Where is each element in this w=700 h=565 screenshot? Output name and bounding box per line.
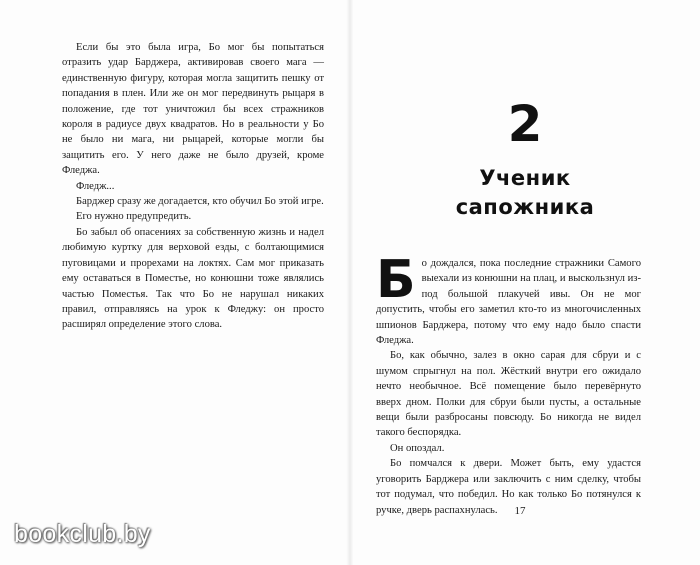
right-paragraph-1-text: о дождался, пока последние стражники Самого выехали из конюшни на плац, и выскользнул из-под большой плакучей ивы. Он не мог допустить, чтобы его заметил кто-то из многочисленных шпионов Барджера, потому что ему надо было спасти Фледжа.: [376, 258, 641, 347]
right-paragraph-1: [376, 250, 641, 348]
left-paragraph-1: Если бы это была игра, Бо мог бы попытаться отразить удар Барджера, активировав своего мага — единственную фигуру, которая могла защитить пешку от попадания в плен. Или же он мог передвинуть рыцаря в положение, где тот уничтожил бы всех стражников короля в радиусе двух квадратов. Но в реальности у Бо не было ни мага, ни рыцарей, которые могли бы защитить его. У него даже не было друзей, кроме Фледжа.: [62, 42, 324, 177]
chapter-number: 2: [507, 95, 543, 153]
right-paragraph-4: Бо помчался к двери. Может быть, ему удастся уговорить Барджера или заключить с ним сделку, чтобы тот подумал, что победил. Но как только Бо потянулся к ручке, дверь распахнулась.: [376, 458, 641, 516]
page-number: 17: [514, 505, 526, 517]
right-paragraph-2: Бо, как обычно, залез в окно сарая для сбруи и с шумом спрыгнул на пол. Жёсткий внутри его ожидало нечто необычное. Всё помещение было перевёрнуто вверх дном. Полки для сбруи были пусты, а остальные вещи были разбросаны повсюду. Бо никогда не видел такого беспорядка.: [376, 350, 641, 439]
chapter-title-line-1: Ученик: [479, 166, 571, 190]
right-page-text: [376, 250, 641, 518]
left-page-text: [62, 40, 324, 333]
chapter-title: [350, 164, 700, 222]
left-paragraph-2: Фледж...: [76, 180, 115, 192]
chapter-title-line-2: сапожника: [455, 195, 595, 219]
watermark-logo: bookclub.by: [14, 520, 151, 548]
left-paragraph-4: Его нужно предупредить.: [76, 211, 192, 223]
drop-cap: Б: [376, 250, 416, 310]
right-paragraph-3: Он опоздал.: [390, 442, 445, 454]
left-paragraph-3: Барджер сразу же догадается, кто обучил Бо этой игре.: [76, 196, 324, 208]
left-paragraph-5: Бо забыл об опасениях за собственную жизнь и надел любимую куртку для верховой езды, с болтающимися пуговицами и прорехами на локтях. Сам мог приказать ему оставаться в Поместье, но конюшни тоже являлись частью Поместья. Так что Бо не нарушал никаких правил, отправляясь на урок к Фледжу: он просто расширял определение этого слова.: [62, 226, 324, 331]
